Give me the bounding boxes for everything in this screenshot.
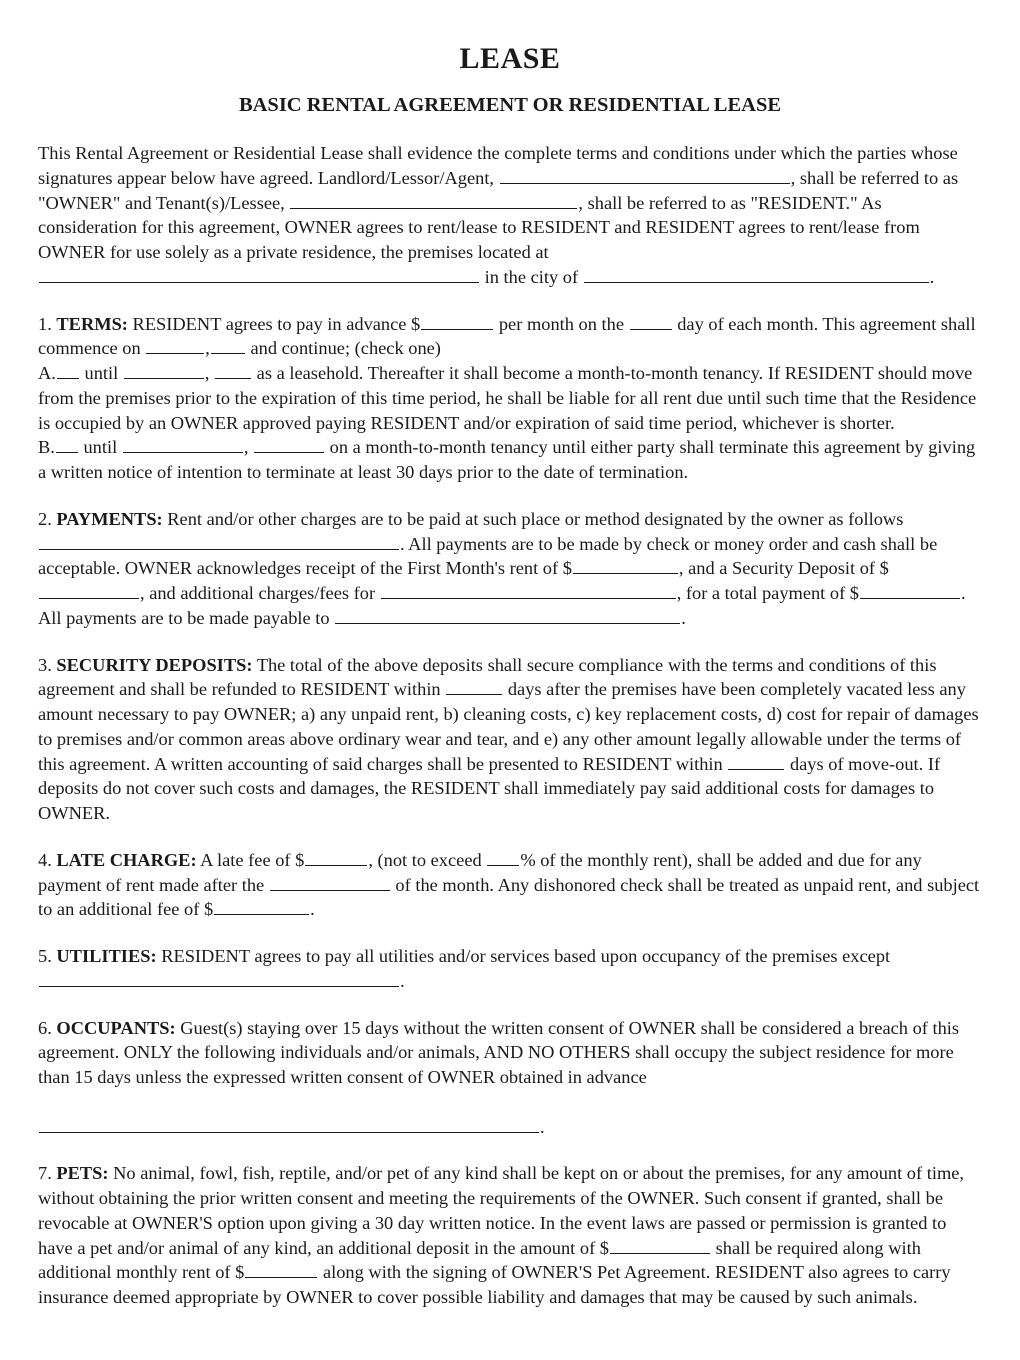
terms-option-b-label: B. — [38, 437, 55, 458]
clause-utilities — [38, 944, 982, 994]
option-a-until-date-blank[interactable] — [124, 361, 204, 379]
payable-to-blank[interactable] — [335, 606, 680, 624]
first-month-rent-blank[interactable] — [573, 556, 678, 574]
clause-utilities-number: 5. — [38, 946, 52, 966]
option-b-until-year-blank[interactable] — [254, 435, 324, 453]
occupants-list-blank[interactable] — [39, 1115, 539, 1133]
payment-place-blank[interactable] — [39, 532, 399, 550]
clause-payments — [38, 507, 982, 631]
monthly-rent-blank[interactable] — [421, 312, 493, 330]
terms-option-a-label: A. — [38, 363, 56, 383]
terms-text-8: as a leasehold. Thereafter it shall become a month-to-month tenancy. If RESIDENT should move from the premises prior to the expiration of this time period, he shall be liable for all rent due until such time that the Residence is occupied by an OWNER approved paying RESIDENT and/or expiration of said time period, whichever is shorter. — [38, 363, 977, 433]
clause-payments-number: 2. — [38, 508, 52, 529]
clause-terms-heading: TERMS: — [56, 313, 128, 334]
terms-text-1: RESIDENT agrees to pay in advance $ — [132, 313, 421, 334]
terms-text-7: , — [204, 363, 210, 383]
page-subtitle: BASIC RENTAL AGREEMENT OR RESIDENTIAL LEASE — [238, 94, 782, 116]
late-fee-percent-blank[interactable] — [487, 848, 519, 866]
option-a-until-year-blank[interactable] — [215, 361, 251, 379]
option-a-checkbox-blank[interactable] — [57, 361, 79, 379]
landlord-name-blank[interactable] — [500, 166, 790, 184]
pet-monthly-rent-blank[interactable] — [245, 1260, 317, 1278]
clause-occupants-heading: OCCUPANTS: — [56, 1017, 176, 1038]
accounting-days-blank[interactable] — [728, 752, 784, 770]
security-text-1: The total of the above deposits shall secure compliance with the terms and conditions of this agreement and shall be refunded to RESIDENT within — [38, 654, 937, 700]
intro-text-4: in the city of — [484, 266, 579, 287]
payments-text-7: . — [681, 607, 686, 628]
pets-text-3: along with the signing of OWNER'S Pet Agreement. RESIDENT also agrees to carry insurance deemed appropriate by OWNER to cover possible liability and damages that may be caused by such animals. — [38, 1262, 951, 1307]
terms-text-3: day of each month. This agreement shall commence on — [38, 313, 976, 359]
total-payment-blank[interactable] — [860, 581, 960, 599]
clause-security-heading: SECURITY DEPOSITS: — [56, 654, 253, 675]
tenant-name-blank[interactable] — [290, 191, 577, 209]
terms-text-6: until — [84, 363, 119, 383]
security-deposit-blank[interactable] — [39, 581, 139, 599]
payments-text-1: Rent and/or other charges are to be paid at such place or method designated by the owner as follows — [167, 508, 904, 529]
late-after-day-blank[interactable] — [270, 873, 390, 891]
city-blank[interactable] — [584, 265, 929, 283]
payments-text-5: , for a total payment of $ — [676, 583, 860, 603]
utilities-text-1: RESIDENT agrees to pay all utilities and/or services based upon occupancy of the premises except — [161, 946, 891, 966]
rent-due-day-blank[interactable] — [630, 312, 672, 330]
pet-deposit-blank[interactable] — [610, 1236, 710, 1254]
late-text-1: A late fee of $ — [200, 849, 305, 870]
security-text-3: days of move-out. If deposits do not cover such costs and damages, the RESIDENT shall immediately pay said additional costs for damages to OWNER. — [38, 753, 941, 823]
clause-pets — [38, 1161, 982, 1310]
terms-text-9: until — [83, 437, 118, 458]
utilities-text-2: . — [400, 970, 405, 991]
late-fee-blank[interactable] — [305, 848, 367, 866]
clause-security-number: 3. — [38, 654, 52, 675]
payments-text-2: . All payments are to be made by check or money order and cash shall be acceptable. OWNER acknowledges receipt of the First Month's rent of $ — [38, 533, 938, 579]
option-b-until-date-blank[interactable] — [123, 435, 243, 453]
option-b-checkbox-blank[interactable] — [56, 435, 78, 453]
late-text-2: , (not to exceed — [368, 849, 482, 870]
clause-late-charge — [38, 848, 982, 922]
late-text-3: % of the monthly rent), shall be added and due for any payment of rent made after the — [38, 849, 922, 895]
premises-address-blank[interactable] — [39, 265, 479, 283]
commence-year-blank[interactable] — [211, 336, 245, 354]
pets-text-2: shall be required along with additional monthly rent of $ — [38, 1237, 921, 1283]
page-title: LEASE — [459, 42, 561, 75]
clause-terms — [38, 312, 982, 485]
commence-date-blank[interactable] — [146, 336, 204, 354]
terms-text-5: and continue; (check one) — [250, 338, 441, 359]
terms-text-10: , — [243, 437, 249, 458]
payments-text-3: , and a Security Deposit of $ — [678, 558, 889, 579]
security-text-2: days after the premises have been completely vacated less any amount necessary to pay OWNER; a) any unpaid rent, b) cleaning costs, c) key replacement costs, d) cost for repair of damages to premises and/or common areas above ordinary wear and tear, and e) any other amount legally allowable under the terms of this agreement. A written accounting of said charges shall be presented to RESIDENT within — [38, 679, 979, 774]
utilities-exception-blank[interactable] — [39, 969, 399, 987]
clause-security-deposits — [38, 653, 982, 826]
clause-late-heading: LATE CHARGE: — [56, 849, 197, 870]
additional-charges-blank[interactable] — [381, 581, 676, 599]
occupants-text-2: . — [540, 1116, 545, 1137]
dishonored-check-fee-blank[interactable] — [214, 897, 309, 915]
clause-utilities-heading: UTILITIES: — [56, 946, 157, 966]
clause-late-number: 4. — [38, 849, 52, 870]
terms-text-2: per month on the — [498, 313, 624, 334]
clause-occupants — [38, 1016, 982, 1140]
refund-days-blank[interactable] — [446, 677, 502, 695]
intro-text-1: This Rental Agreement or Residential Lease shall evidence the complete terms and conditions under which the parties whose signatures appear below have agreed. Landlord/Lessor/Agent, — [38, 143, 958, 188]
intro-text-3: , shall be referred to as "RESIDENT." As consideration for this agreement, OWNER agrees to rent/lease to RESIDENT and RESIDENT agrees to rent/lease from OWNER for use solely as a private residence, the premises located at — [38, 192, 920, 262]
intro-text-5: . — [929, 266, 935, 287]
occupants-text-1: Guest(s) staying over 15 days without the written consent of OWNER shall be considered a breach of this agreement. ONLY the following individuals and/or animals, AND NO OTHERS shall occupy the subject residence for more than 15 days unless the expressed written consent of OWNER obtained in advance — [38, 1017, 960, 1087]
intro-paragraph — [38, 141, 982, 290]
payments-text-4: , and additional charges/fees for — [140, 583, 376, 603]
clause-pets-number: 7. — [38, 1163, 52, 1184]
terms-text-11: on a month-to-month tenancy until either party shall terminate this agreement by giving a written notice of intention to terminate at least 30 days prior to the date of termination. — [38, 437, 976, 482]
clause-terms-number: 1. — [38, 313, 52, 334]
intro-text-2: , shall be referred to as "OWNER" and Tenant(s)/Lessee, — [38, 167, 959, 213]
clause-occupants-number: 6. — [38, 1017, 52, 1038]
pets-text-1: No animal, fowl, fish, reptile, and/or pet of any kind shall be kept on or about the premises, for any amount of time, without obtaining the prior written consent and meeting the requirements of the OWNER. Such consent if granted, shall be revocable at OWNER'S option upon giving a 30 day written notice. In the event laws are passed or permission is granted to have a pet and/or animal of any kind, an additional deposit in the amount of $ — [38, 1163, 965, 1258]
late-text-4: of the month. Any dishonored check shall be treated as unpaid rent, and subject to an additional fee of $ — [38, 874, 980, 920]
clause-pets-heading: PETS: — [56, 1163, 109, 1184]
payments-text-6: . All payments are to be made payable to — [38, 583, 966, 628]
clause-payments-heading: PAYMENTS: — [56, 508, 163, 529]
late-text-5: . — [310, 899, 315, 920]
terms-text-4: , — [205, 338, 210, 359]
